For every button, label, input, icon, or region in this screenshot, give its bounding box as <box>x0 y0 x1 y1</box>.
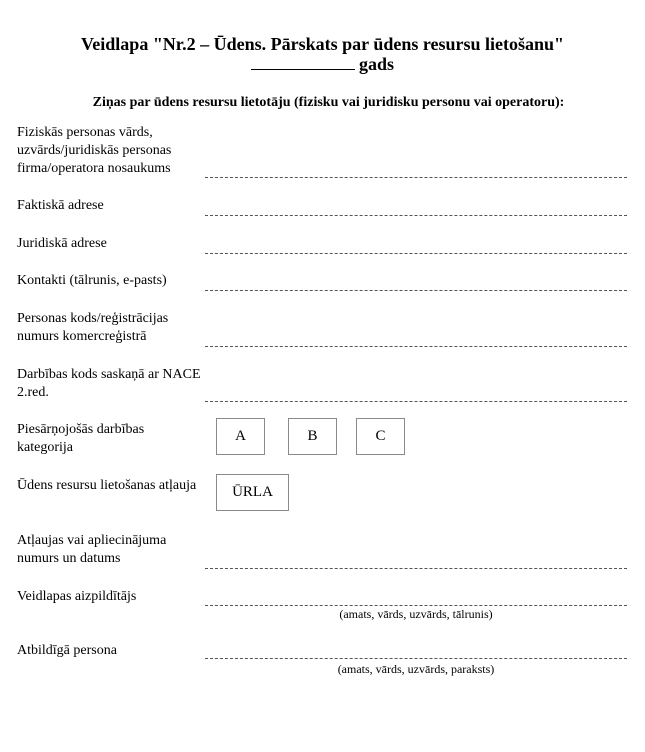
filler-field[interactable] <box>205 605 627 606</box>
personal-code-field[interactable] <box>205 346 627 347</box>
form-title: Veidlapa "Nr.2 – Ūdens. Pārskats par ūdens resursu lietošanu" <box>80 34 565 54</box>
section-subtitle: Ziņas par ūdens resursu lietotāju (fizisku vai juridisku personu vai operatoru): <box>92 95 565 110</box>
water-permit-label: Ūdens resursu lietošanas atļauja <box>17 478 197 493</box>
responsible-hint: (amats, vārds, uzvārds, paraksts) <box>337 662 495 676</box>
category-a-box[interactable]: A <box>216 418 265 455</box>
actual-address-field[interactable] <box>205 215 627 216</box>
year-blank-field[interactable] <box>251 54 355 70</box>
urla-permit-box[interactable]: ŪRLA <box>216 474 289 511</box>
legal-address-label: Juridiskā adrese <box>17 236 107 251</box>
legal-address-field[interactable] <box>205 253 627 254</box>
activity-code-label: Darbības kods saskaņā ar NACE 2.red. <box>17 367 201 400</box>
responsible-label: Atbildīgā persona <box>17 643 117 658</box>
permit-number-field[interactable] <box>205 568 627 569</box>
filler-label: Veidlapas aizpildītājs <box>17 589 137 604</box>
personal-code-label: Personas kods/reģistrācijas numurs komercreģistrā <box>17 311 169 344</box>
year-suffix: gads <box>358 54 394 74</box>
responsible-field[interactable] <box>205 658 627 659</box>
name-field[interactable] <box>205 177 627 178</box>
activity-code-field[interactable] <box>205 401 627 402</box>
category-c-box[interactable]: C <box>356 418 405 455</box>
contacts-field[interactable] <box>205 290 627 291</box>
contacts-label: Kontakti (tālrunis, e-pasts) <box>17 273 167 288</box>
category-b-box[interactable]: B <box>288 418 337 455</box>
name-label: Fiziskās personas vārds, uzvārds/juridiskās personas firma/operatora nosaukums <box>17 125 172 176</box>
actual-address-label: Faktiskā adrese <box>17 198 104 213</box>
report-year-line <box>0 53 645 75</box>
pollution-category-label: Piesārņojošās darbības kategorija <box>17 422 145 455</box>
filler-hint: (amats, vārds, uzvārds, tālrunis) <box>339 607 493 621</box>
permit-number-label: Atļaujas vai apliecinājuma numurs un datums <box>17 533 167 566</box>
